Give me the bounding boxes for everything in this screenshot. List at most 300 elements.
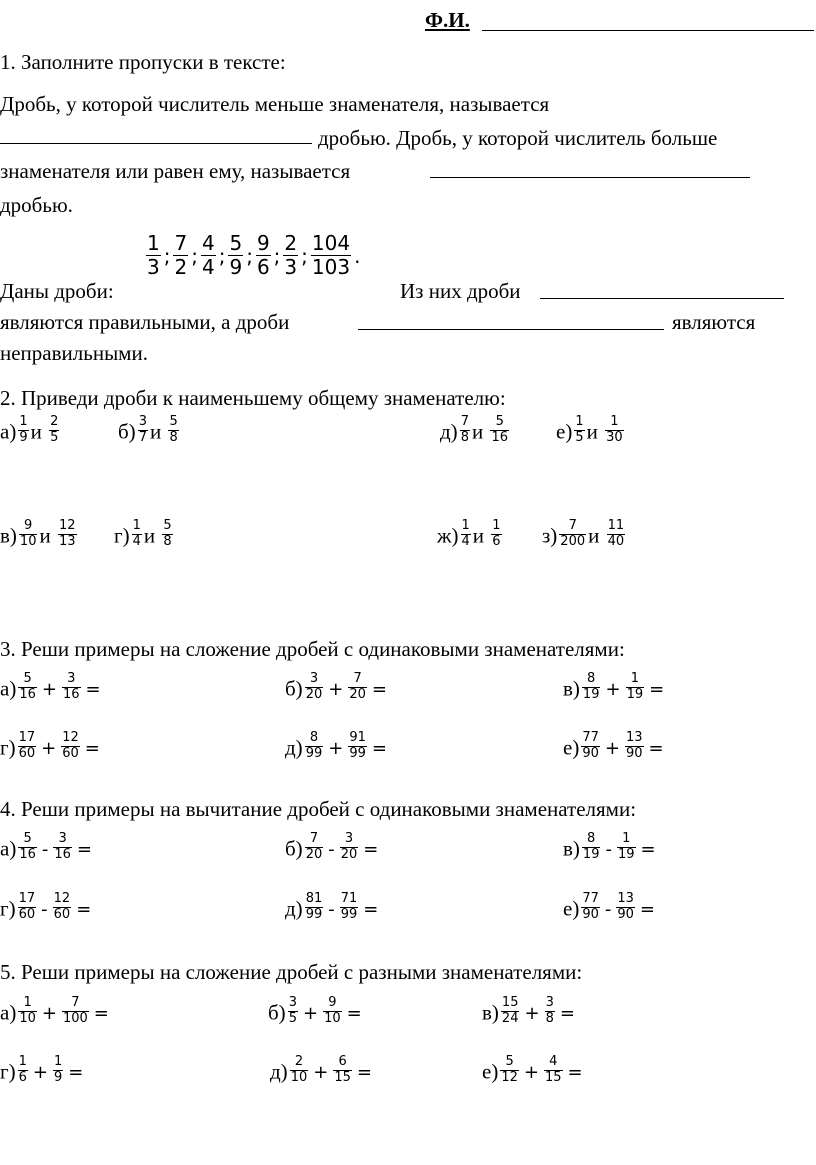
denominator: 90 [617, 906, 634, 922]
denominator: 20 [340, 846, 358, 862]
numerator: 12 [62, 730, 79, 745]
exercise-item [440, 414, 511, 449]
denominator: 99 [349, 745, 366, 761]
equation-item [482, 1054, 586, 1089]
denominator: 60 [18, 745, 36, 761]
fraction [62, 996, 89, 1027]
fraction [18, 415, 28, 446]
operator: + [604, 738, 620, 760]
denominator: 19 [617, 846, 635, 862]
equals-sign: = [85, 679, 101, 701]
denominator: 16 [62, 686, 80, 702]
equation-item [0, 831, 95, 866]
separator: ; [246, 243, 253, 268]
fraction [18, 996, 37, 1027]
fraction [53, 892, 72, 923]
item-label: г) [0, 1059, 16, 1084]
numerator: 1 [147, 231, 160, 255]
fraction [138, 415, 148, 446]
fraction [228, 232, 243, 279]
numerator: 13 [617, 891, 634, 906]
fraction [559, 519, 586, 550]
numerator: 1 [132, 518, 141, 533]
item-label: г) [0, 735, 16, 760]
numerator: 77 [582, 730, 599, 745]
numerator: 4 [201, 231, 215, 255]
denominator: 90 [582, 745, 599, 761]
numerator: 5 [169, 414, 178, 429]
conjunction: и [39, 523, 51, 548]
blank-improper-fractions[interactable] [358, 329, 664, 330]
denominator: 90 [625, 745, 643, 761]
denominator: 99 [305, 745, 323, 761]
fraction [53, 832, 72, 863]
fraction [340, 892, 359, 923]
equals-sign: = [640, 839, 656, 861]
fraction [256, 232, 271, 279]
blank-improper-term[interactable] [430, 177, 750, 178]
item-label: б) [285, 676, 303, 701]
conjunction: и [471, 419, 484, 444]
conjunction: и [586, 419, 598, 444]
fraction [626, 672, 645, 703]
fraction [201, 232, 216, 279]
operator: + [328, 679, 344, 701]
fraction [173, 232, 188, 279]
operator: + [328, 738, 344, 760]
equals-sign: = [371, 738, 387, 760]
denominator: 6 [256, 255, 270, 279]
denominator: 12 [501, 1069, 518, 1085]
denominator: 2 [174, 255, 188, 279]
numerator: 9 [24, 518, 33, 533]
item-label: б) [268, 1000, 286, 1025]
fraction [581, 731, 600, 762]
denominator: 200 [560, 533, 586, 549]
denominator: 10 [19, 1010, 36, 1026]
operator: + [605, 679, 621, 701]
denominator: 6 [492, 533, 501, 549]
denominator: 19 [626, 686, 644, 702]
operator: + [41, 679, 57, 701]
denominator: 100 [62, 1010, 88, 1026]
numerator: 8 [587, 671, 596, 686]
denominator: 15 [544, 1069, 562, 1085]
numerator: 1 [622, 831, 631, 846]
fraction [18, 1055, 28, 1086]
numerator: 91 [349, 730, 366, 745]
fraction [62, 672, 81, 703]
item-label: а) [0, 419, 17, 444]
improper-label: неправильными. [0, 341, 148, 365]
conjunction: и [149, 419, 162, 444]
equation-item [0, 995, 112, 1030]
equation-item [285, 891, 381, 926]
fraction [625, 731, 644, 762]
equation-item [285, 671, 390, 706]
fraction [168, 415, 178, 446]
item-label: б) [285, 836, 303, 861]
item-label: д) [270, 1059, 288, 1084]
denominator: 9 [53, 1069, 63, 1085]
operator: - [605, 839, 612, 861]
conjunction: и [588, 523, 600, 548]
fraction [348, 731, 367, 762]
equals-sign: = [76, 839, 93, 861]
equals-sign: = [639, 899, 656, 921]
numerator: 1 [575, 414, 584, 429]
numerator: 4 [549, 1054, 558, 1069]
denominator: 16 [54, 846, 71, 862]
numerator: 5 [505, 1054, 514, 1069]
task1-line4: дробью. [0, 193, 73, 217]
separator: ; [218, 243, 226, 268]
numerator: 5 [23, 671, 32, 686]
numerator: 1 [630, 671, 639, 686]
numerator: 71 [340, 891, 358, 906]
equation-item [563, 831, 659, 866]
denominator: 6 [18, 1069, 27, 1085]
denominator: 15 [334, 1069, 351, 1085]
numerator: 17 [18, 730, 36, 745]
blank-proper-fractions[interactable] [540, 298, 784, 299]
equation-item [563, 891, 658, 926]
separator: ; [301, 243, 308, 268]
denominator: 19 [582, 846, 600, 862]
numerator: 3 [58, 831, 67, 846]
fraction [132, 519, 142, 550]
equation-item [0, 891, 94, 926]
equals-sign: = [68, 1062, 84, 1084]
fraction [574, 415, 584, 446]
fraction [545, 996, 555, 1027]
denominator: 30 [606, 429, 623, 445]
item-label: а) [0, 836, 17, 861]
exercise-item [556, 414, 626, 449]
denominator: 5 [50, 429, 59, 445]
denominator: 5 [288, 1010, 297, 1026]
equals-sign: = [371, 679, 387, 701]
numerator: 7 [353, 671, 362, 686]
numerator: 12 [53, 891, 71, 906]
fraction [617, 832, 636, 863]
numerator: 9 [328, 995, 337, 1010]
denominator: 90 [582, 906, 599, 922]
separator: ; [163, 243, 171, 268]
item-label: б) [118, 419, 136, 444]
denominator: 4 [461, 533, 470, 549]
numerator: 5 [229, 231, 243, 255]
numerator: 7 [71, 995, 80, 1010]
operator: - [41, 899, 48, 921]
equals-sign: = [356, 1062, 372, 1084]
denominator: 103 [311, 255, 351, 279]
denominator: 24 [501, 1010, 519, 1026]
equals-sign: = [76, 899, 92, 921]
task1-line3: знаменателя или равен ему, называется [0, 159, 351, 183]
operator: + [524, 1003, 540, 1025]
denominator: 16 [19, 686, 36, 702]
item-label: д) [440, 419, 458, 444]
exercise-item [437, 518, 504, 553]
conjunction: и [472, 523, 485, 548]
numerator: 8 [309, 730, 319, 745]
denominator: 10 [324, 1010, 341, 1026]
fraction [500, 1055, 519, 1086]
fraction [582, 832, 601, 863]
numerator: 2 [50, 414, 59, 429]
given-fractions [145, 232, 362, 279]
equals-sign: = [567, 1062, 583, 1084]
denominator: 4 [201, 255, 215, 279]
numerator: 77 [582, 891, 599, 906]
equation-item [563, 671, 667, 706]
period: . [354, 243, 361, 268]
numerator: 6 [338, 1054, 347, 1069]
task4-title: 4. Реши примеры на вычитание дробей с одинаковыми знаменателями: [0, 797, 637, 821]
item-label: в) [0, 523, 17, 548]
fio-blank[interactable] [482, 30, 814, 31]
fraction [605, 415, 624, 446]
numerator: 12 [58, 518, 76, 533]
fraction [616, 892, 635, 923]
equals-sign: = [346, 1003, 362, 1025]
fraction [49, 415, 59, 446]
conjunction: и [143, 523, 156, 548]
operator: + [41, 738, 57, 760]
blank-proper-term[interactable] [0, 143, 312, 144]
denominator: 13 [58, 533, 76, 549]
numerator: 2 [294, 1054, 304, 1069]
fraction [461, 519, 471, 550]
numerator: 3 [309, 671, 319, 686]
exercise-item [114, 518, 175, 553]
equation-item [285, 730, 390, 765]
denominator: 8 [169, 429, 178, 445]
fraction [162, 519, 172, 550]
fraction [323, 996, 342, 1027]
fraction [501, 996, 520, 1027]
exercise-item [0, 518, 79, 553]
denominator: 5 [575, 429, 584, 445]
equation-item [268, 995, 365, 1030]
denominator: 60 [53, 906, 71, 922]
equation-item [270, 1054, 375, 1089]
numerator: 8 [587, 831, 596, 846]
item-label: а) [0, 676, 17, 701]
equation-item [0, 730, 103, 765]
numerator: 7 [460, 414, 469, 429]
fraction [305, 832, 324, 863]
equals-sign: = [93, 1003, 109, 1025]
operator: - [328, 899, 335, 921]
equals-sign: = [649, 679, 665, 701]
fraction [18, 731, 37, 762]
equation-item [285, 831, 381, 866]
denominator: 16 [19, 846, 36, 862]
item-label: д) [285, 896, 303, 921]
denominator: 20 [305, 846, 323, 862]
item-label: г) [0, 896, 16, 921]
item-label: е) [482, 1059, 499, 1084]
numerator: 81 [305, 891, 323, 906]
numerator: 7 [309, 831, 319, 846]
fraction [333, 1055, 352, 1086]
numerator: 9 [256, 231, 270, 255]
equation-item [0, 671, 104, 706]
denominator: 20 [349, 686, 366, 702]
item-label: в) [563, 676, 580, 701]
equals-sign: = [84, 738, 100, 760]
fraction [19, 519, 38, 550]
numerator: 3 [138, 414, 147, 429]
denominator: 4 [132, 533, 141, 549]
are-label: являются [672, 310, 756, 334]
denominator: 99 [305, 906, 323, 922]
fraction [18, 832, 37, 863]
item-label: в) [482, 1000, 499, 1025]
conjunction: и [30, 419, 42, 444]
item-label: е) [563, 735, 580, 760]
fraction [53, 1055, 63, 1086]
numerator: 3 [344, 831, 354, 846]
numerator: 17 [18, 891, 36, 906]
fraction [288, 996, 298, 1027]
task1-line2: дробью. Дробь, у которой числитель больше [318, 126, 718, 150]
fraction [290, 1055, 309, 1086]
fraction [283, 232, 298, 279]
operator: - [41, 839, 49, 861]
fraction [305, 731, 324, 762]
operator: + [32, 1062, 48, 1084]
fraction [18, 672, 37, 703]
operator: + [41, 1003, 57, 1025]
denominator: 99 [340, 906, 358, 922]
fraction [490, 415, 509, 446]
denominator: 9 [19, 429, 28, 445]
item-label: е) [563, 896, 580, 921]
fraction [305, 892, 324, 923]
denominator: 8 [545, 1010, 554, 1026]
numerator: 104 [311, 231, 351, 255]
denominator: 10 [19, 533, 37, 549]
denominator: 9 [229, 255, 243, 279]
numerator: 5 [163, 518, 172, 533]
operator: + [313, 1062, 329, 1084]
equals-sign: = [363, 839, 379, 861]
denominator: 7 [138, 429, 147, 445]
operator: - [604, 899, 612, 921]
given-label: Даны дроби: [0, 279, 114, 303]
denominator: 10 [290, 1069, 308, 1085]
fraction [18, 892, 37, 923]
item-label: а) [0, 1000, 17, 1025]
denominator: 60 [62, 745, 79, 761]
equation-item [0, 1054, 86, 1089]
fraction [581, 892, 600, 923]
operator: + [302, 1003, 319, 1025]
separator: ; [191, 243, 198, 268]
numerator: 3 [545, 995, 554, 1010]
numerator: 1 [492, 518, 501, 533]
numerator: 11 [607, 518, 625, 533]
numerator: 3 [67, 671, 76, 686]
fraction [348, 672, 367, 703]
numerator: 1 [19, 414, 28, 429]
task3-title: 3. Реши примеры на сложение дробей с одинаковыми знаменателями: [0, 637, 625, 661]
task1-title: 1. Заполните пропуски в тексте: [0, 50, 286, 74]
denominator: 8 [460, 429, 469, 445]
numerator: 1 [610, 414, 619, 429]
exercise-item [542, 518, 627, 553]
item-label: д) [285, 735, 303, 760]
numerator: 13 [625, 730, 643, 745]
equation-item [563, 730, 667, 765]
fraction [305, 672, 324, 703]
denominator: 20 [305, 686, 323, 702]
numerator: 1 [53, 1054, 63, 1069]
numerator: 3 [288, 995, 297, 1010]
numerator: 5 [23, 831, 32, 846]
numerator: 1 [461, 518, 470, 533]
fraction [460, 415, 470, 446]
denominator: 60 [18, 906, 36, 922]
equals-sign: = [559, 1003, 575, 1025]
denominator: 16 [491, 429, 509, 445]
denominator: 3 [284, 255, 298, 279]
item-label: з) [542, 523, 558, 548]
denominator: 8 [163, 533, 172, 549]
equals-sign: = [363, 899, 379, 921]
task2-title: 2. Приведи дроби к наименьшему общему знаменателю: [0, 386, 506, 410]
numerator: 2 [284, 231, 298, 255]
numerator: 7 [174, 231, 188, 255]
separator: ; [273, 243, 281, 268]
denominator: 19 [582, 686, 600, 702]
numerator: 1 [23, 995, 32, 1010]
equation-item [482, 995, 578, 1030]
numerator: 7 [568, 518, 577, 533]
numerator: 15 [501, 995, 519, 1010]
denominator: 3 [147, 255, 160, 279]
fraction [340, 832, 359, 863]
fraction [61, 731, 80, 762]
item-label: в) [563, 836, 580, 861]
operator: - [328, 839, 335, 861]
exercise-item [0, 414, 61, 449]
task5-title: 5. Реши примеры на сложение дробей с разными знаменателями: [0, 960, 583, 984]
item-label: ж) [437, 523, 459, 548]
denominator: 40 [607, 533, 625, 549]
fraction [607, 519, 626, 550]
fraction [146, 232, 161, 279]
fraction [58, 519, 77, 550]
numerator: 1 [18, 1054, 27, 1069]
exercise-item [118, 414, 181, 449]
fraction [491, 519, 501, 550]
of-them-label: Из них дроби [400, 279, 521, 303]
equals-sign: = [648, 738, 664, 760]
are-proper-label: являются правильными, а дроби [0, 310, 290, 334]
item-label: г) [114, 523, 130, 548]
operator: + [523, 1062, 539, 1084]
fio-label: Ф.И. [425, 8, 470, 32]
task1-line1: Дробь, у которой числитель меньше знаменателя, называется [0, 92, 550, 116]
fraction [544, 1055, 563, 1086]
fraction [582, 672, 601, 703]
fraction [311, 232, 351, 279]
item-label: е) [556, 419, 573, 444]
